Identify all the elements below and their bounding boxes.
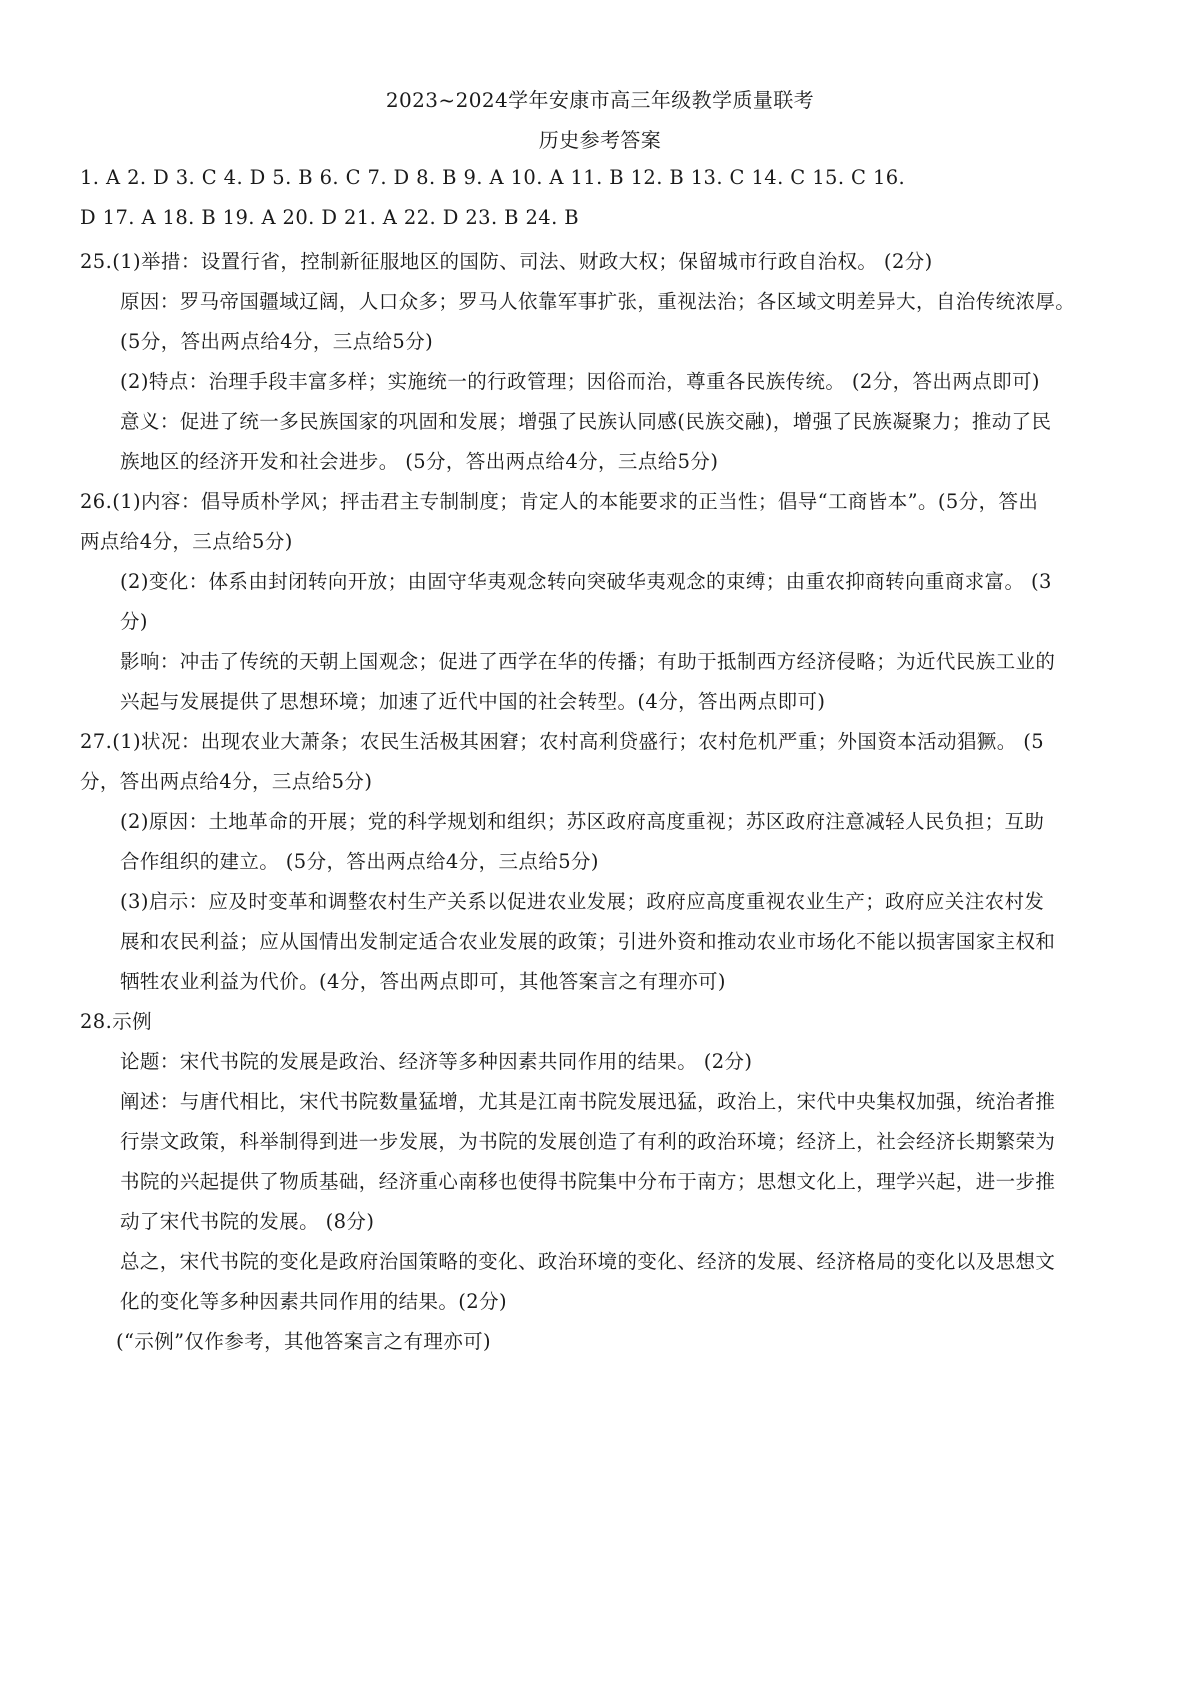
q25-line-6: 族地区的经济开发和社会进步。 (5分，答出两点给4分，三点给5分) [120,450,719,473]
q26-line-3: (2)变化：体系由封闭转向开放；由固守华夷观念转向突破华夷观念的束缚；由重农抑商转向重商求富。 (3 [120,570,1052,593]
q26-line-5: 影响：冲击了传统的天朝上国观念；促进了西学在华的传播；有助于抵制西方经济侵略；为近代民族工业的 [120,650,1056,673]
q28-line-3: 阐述：与唐代相比，宋代书院数量猛增，尤其是江南书院发展迅猛，政治上，宋代中央集权加强，统治者推 [120,1090,1056,1113]
choice-answers-line-2: D 17. A 18. B 19. A 20. D 21. A 22. D 23. B 24. B [80,206,580,229]
q28-line-1: 28.示例 [80,1010,153,1033]
q28-line-8: 化的变化等多种因素共同作用的结果。(2分) [120,1290,508,1313]
q28-line-7: 总之，宋代书院的变化是政府治国策略的变化、政治环境的变化、经济的发展、经济格局的变化以及思想文 [120,1250,1056,1273]
page-subtitle: 历史参考答案 [538,128,662,152]
q28-line-6: 动了宋代书院的发展。 (8分) [120,1210,375,1233]
q27-line-7: 牺牲农业利益为代价。(4分，答出两点即可，其他答案言之有理亦可) [120,970,726,993]
q27-line-4: 合作组织的建立。 (5分，答出两点给4分，三点给5分) [120,850,599,873]
q26-line-6: 兴起与发展提供了思想环境；加速了近代中国的社会转型。(4分，答出两点即可) [120,690,826,713]
q25-line-3: (5分，答出两点给4分，三点给5分) [120,330,434,353]
q25-line-1: 25.(1)举措：设置行省，控制新征服地区的国防、司法、财政大权；保留城市行政自治权。 (2分) [80,250,933,273]
q27-line-3: (2)原因：土地革命的开展；党的科学规划和组织；苏区政府高度重视；苏区政府注意减轻人民负担；互助 [120,810,1045,833]
choice-answers-line-1: 1. A 2. D 3. C 4. D 5. B 6. C 7. D 8. B 9. A 10. A 11. B 12. B 13. C 14. C 15. C 16. [80,166,906,189]
q27-line-5: (3)启示：应及时变革和调整农村生产关系以促进农业发展；政府应高度重视农业生产；政府应关注农村发 [120,890,1045,913]
page-title: 2023~2024学年安康市高三年级教学质量联考 [385,88,815,112]
q26-line-2: 两点给4分，三点给5分) [80,530,293,553]
q28-line-2: 论题：宋代书院的发展是政治、经济等多种因素共同作用的结果。 (2分) [120,1050,753,1073]
q28-line-9: (“示例”仅作参考，其他答案言之有理亦可) [116,1330,492,1353]
q25-line-5: 意义：促进了统一多民族国家的巩固和发展；增强了民族认同感(民族交融)，增强了民族凝聚力；推动了民 [120,410,1052,433]
q28-line-4: 行崇文政策，科举制得到进一步发展，为书院的发展创造了有利的政治环境；经济上，社会经济长期繁荣为 [120,1130,1056,1153]
q27-line-1: 27.(1)状况：出现农业大萧条；农民生活极其困窘；农村高利贷盛行；农村危机严重；外国资本活动猖獗。 (5 [80,730,1045,753]
q25-line-4: (2)特点：治理手段丰富多样；实施统一的行政管理；因俗而治，尊重各民族传统。 (2分，答出两点即可) [120,370,1040,393]
q27-line-2: 分，答出两点给4分，三点给5分) [80,770,373,793]
q25-line-2: 原因：罗马帝国疆域辽阔，人口众多；罗马人依靠军事扩张，重视法治；各区域文明差异大，自治传统浓厚。 [120,290,1076,313]
q26-line-1: 26.(1)内容：倡导质朴学风；抨击君主专制制度；肯定人的本能要求的正当性；倡导“工商皆本”。(5分，答出 [80,490,1039,513]
q28-line-5: 书院的兴起提供了物质基础，经济重心南移也使得书院集中分布于南方；思想文化上，理学兴起，进一步推 [120,1170,1056,1193]
q27-line-6: 展和农民利益；应从国情出发制定适合农业发展的政策；引进外资和推动农业市场化不能以损害国家主权和 [120,930,1056,953]
q26-line-4: 分) [120,610,148,633]
